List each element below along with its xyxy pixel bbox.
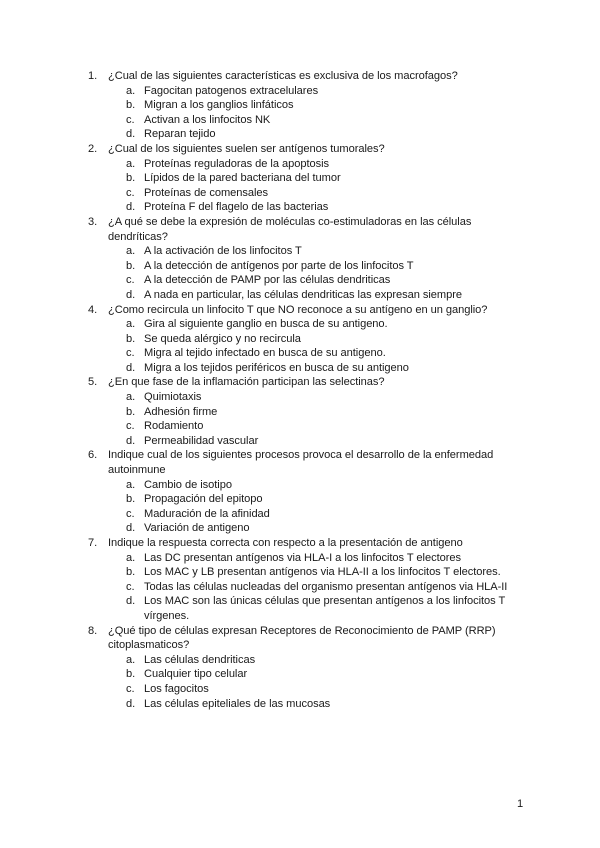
answer-option bbox=[108, 346, 518, 361]
question-text: ¿En que fase de la inflamación participan las selectinas? bbox=[108, 376, 385, 389]
question-item bbox=[88, 448, 518, 536]
answer-option bbox=[108, 478, 518, 493]
option-text: Migran a los ganglios linfáticos bbox=[144, 99, 294, 112]
option-letter: d. bbox=[126, 522, 136, 535]
option-text: A la detección de PAMP por las células dendriticas bbox=[144, 274, 391, 287]
option-text: Quimiotaxis bbox=[144, 391, 202, 404]
option-text: Cualquier tipo celular bbox=[144, 668, 248, 681]
question-item bbox=[88, 69, 518, 142]
option-text: Fagocitan patogenos extracelulares bbox=[144, 84, 319, 97]
option-letter: d. bbox=[126, 361, 136, 374]
option-letter: d. bbox=[126, 128, 136, 141]
question-text: ¿A qué se debe la expresión de moléculas co-estimuladoras en las células dendríticas? bbox=[108, 215, 472, 243]
answer-options bbox=[108, 317, 518, 375]
option-letter: c. bbox=[126, 682, 135, 695]
answer-options bbox=[108, 157, 518, 215]
answer-option bbox=[108, 186, 518, 201]
option-text: Migra al tejido infectado en busca de su antigeno. bbox=[144, 347, 386, 360]
answer-option bbox=[108, 594, 518, 623]
question-number: 8. bbox=[88, 624, 98, 637]
option-text: Proteínas reguladoras de la apoptosis bbox=[144, 157, 330, 170]
answer-option bbox=[108, 157, 518, 172]
option-letter: b. bbox=[126, 566, 136, 579]
option-text: Los MAC son las únicas células que presentan antígenos a los linfocitos T vírgenes. bbox=[144, 595, 506, 622]
question-text: ¿Como recircula un linfocito T que NO reconoce a su antígeno en un ganglio? bbox=[108, 303, 488, 316]
question-number: 2. bbox=[88, 142, 98, 155]
option-letter: d. bbox=[126, 697, 136, 710]
option-text: Proteína F del flagelo de las bacterias bbox=[144, 201, 329, 214]
option-letter: a. bbox=[126, 653, 136, 666]
option-letter: b. bbox=[126, 405, 136, 418]
option-text: Todas las células nucleadas del organismo presentan antígenos via HLA-II bbox=[144, 580, 508, 593]
question-item bbox=[88, 375, 518, 448]
option-text: A la detección de antígenos por parte de los linfocitos T bbox=[144, 259, 414, 272]
answer-option bbox=[108, 390, 518, 405]
option-letter: c. bbox=[126, 347, 135, 360]
question-item bbox=[88, 624, 518, 712]
question-list bbox=[88, 69, 518, 711]
option-text: Migra a los tejidos periféricos en busca de su antigeno bbox=[144, 361, 409, 374]
option-text: Variación de antigeno bbox=[144, 522, 250, 535]
option-text: Activan a los linfocitos NK bbox=[144, 113, 271, 126]
option-text: Se queda alérgico y no recircula bbox=[144, 332, 301, 345]
answer-option bbox=[108, 244, 518, 259]
answer-option bbox=[108, 259, 518, 274]
question-text: ¿Cual de los siguientes suelen ser antígenos tumorales? bbox=[108, 142, 385, 155]
option-letter: d. bbox=[126, 595, 136, 608]
question-text: ¿Cual de las siguientes características es exclusiva de los macrofagos? bbox=[108, 70, 458, 82]
question-number: 1. bbox=[88, 70, 98, 82]
option-text: Los MAC y LB presentan antígenos via HLA-II a los linfocitos T electores. bbox=[144, 566, 501, 579]
answer-option bbox=[108, 200, 518, 215]
option-letter: b. bbox=[126, 493, 136, 506]
answer-option bbox=[108, 127, 518, 142]
option-text: Propagación del epitopo bbox=[144, 493, 263, 506]
option-letter: c. bbox=[126, 274, 135, 287]
question-item bbox=[88, 215, 518, 303]
option-text: Los fagocitos bbox=[144, 682, 209, 695]
question-item bbox=[88, 142, 518, 215]
question-item bbox=[88, 303, 518, 376]
answer-options bbox=[108, 478, 518, 536]
answer-option bbox=[108, 682, 518, 697]
answer-option bbox=[108, 84, 518, 99]
option-letter: a. bbox=[126, 318, 136, 331]
option-letter: b. bbox=[126, 259, 136, 272]
option-letter: b. bbox=[126, 99, 136, 112]
option-letter: b. bbox=[126, 172, 136, 185]
answer-options bbox=[108, 551, 518, 624]
question-number: 3. bbox=[88, 215, 98, 228]
answer-options bbox=[108, 653, 518, 711]
option-text: Adhesión firme bbox=[144, 405, 218, 418]
option-text: Maduración de la afinidad bbox=[144, 507, 270, 520]
option-text: Las células dendriticas bbox=[144, 653, 256, 666]
option-letter: a. bbox=[126, 157, 136, 170]
question-number: 6. bbox=[88, 449, 98, 462]
option-letter: a. bbox=[126, 551, 136, 564]
answer-options bbox=[108, 84, 518, 142]
answer-option bbox=[108, 667, 518, 682]
option-text: Proteínas de comensales bbox=[144, 186, 269, 199]
option-letter: a. bbox=[126, 84, 136, 97]
answer-option bbox=[108, 697, 518, 712]
option-letter: c. bbox=[126, 580, 135, 593]
option-letter: b. bbox=[126, 332, 136, 345]
option-text: Reparan tejido bbox=[144, 128, 216, 141]
answer-options bbox=[108, 390, 518, 448]
option-letter: a. bbox=[126, 245, 136, 258]
answer-option bbox=[108, 565, 518, 580]
option-text: A la activación de los linfocitos T bbox=[144, 245, 302, 258]
answer-options bbox=[108, 244, 518, 302]
question-number: 7. bbox=[88, 537, 98, 549]
option-letter: d. bbox=[126, 434, 136, 447]
option-text: Las células epiteliales de las mucosas bbox=[144, 697, 331, 710]
option-letter: a. bbox=[126, 478, 136, 491]
answer-option bbox=[108, 361, 518, 376]
answer-option bbox=[108, 492, 518, 507]
answer-option bbox=[108, 580, 518, 595]
option-text: Gira al siguiente ganglio en busca de su antigeno. bbox=[144, 318, 388, 331]
option-letter: c. bbox=[126, 186, 135, 199]
answer-option bbox=[108, 405, 518, 420]
option-letter: c. bbox=[126, 420, 135, 433]
answer-option bbox=[108, 507, 518, 522]
question-text: Indique la respuesta correcta con respecto a la presentación de antigeno bbox=[108, 537, 463, 549]
answer-option bbox=[108, 98, 518, 113]
option-letter: d. bbox=[126, 288, 136, 301]
option-letter: c. bbox=[126, 113, 135, 126]
option-letter: c. bbox=[126, 507, 135, 520]
option-letter: d. bbox=[126, 201, 136, 214]
option-text: Permeabilidad vascular bbox=[144, 434, 259, 447]
option-letter: a. bbox=[126, 391, 136, 404]
option-letter: b. bbox=[126, 668, 136, 681]
question-item bbox=[88, 536, 518, 624]
answer-option bbox=[108, 113, 518, 128]
answer-option bbox=[108, 332, 518, 347]
answer-option bbox=[108, 288, 518, 303]
question-number: 4. bbox=[88, 303, 98, 316]
option-text: Rodamiento bbox=[144, 420, 204, 433]
question-text: ¿Qué tipo de células expresan Receptores de Reconocimiento de PAMP (RRP) citoplasmaticos? bbox=[108, 624, 496, 652]
answer-option bbox=[108, 171, 518, 186]
answer-option bbox=[108, 653, 518, 668]
page-number: 1 bbox=[517, 798, 524, 810]
answer-option bbox=[108, 434, 518, 449]
option-text: Cambio de isotipo bbox=[144, 478, 232, 491]
option-text: A nada en particular, las células dendriticas las expresan siempre bbox=[144, 288, 462, 301]
answer-option bbox=[108, 317, 518, 332]
question-number: 5. bbox=[88, 376, 98, 389]
answer-option bbox=[108, 551, 518, 566]
option-text: Lípidos de la pared bacteriana del tumor bbox=[144, 172, 341, 185]
question-text: Indique cual de los siguientes procesos provoca el desarrollo de la enfermedad autoinmune bbox=[108, 449, 494, 477]
answer-option bbox=[108, 419, 518, 434]
answer-option bbox=[108, 521, 518, 536]
option-text: Las DC presentan antígenos via HLA-I a los linfocitos T electores bbox=[144, 551, 461, 564]
answer-option bbox=[108, 273, 518, 288]
